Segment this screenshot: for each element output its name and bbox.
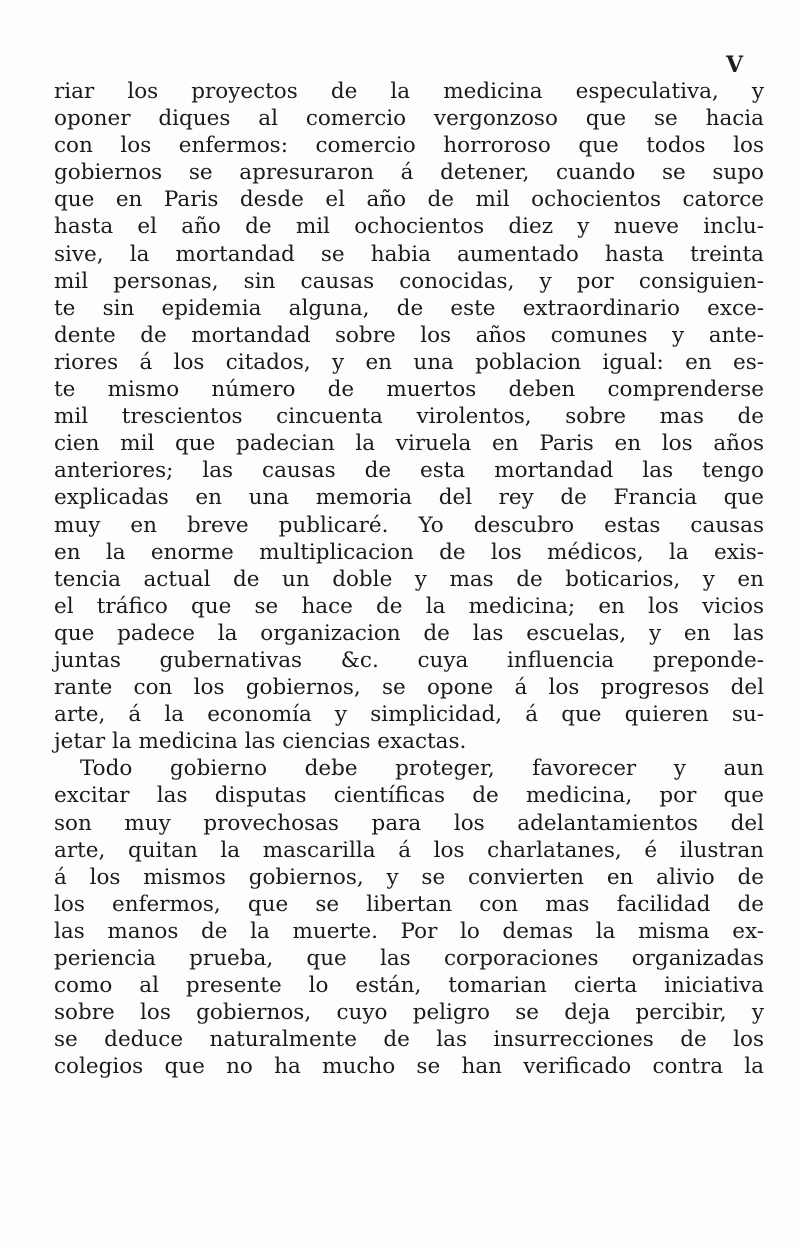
text-line: hasta el año de mil ochocientos diez y nueve inclu- [54, 214, 764, 240]
text-line: juntas gubernativas &c. cuya influencia preponde- [54, 647, 764, 673]
text-line: cien mil que padecian la viruela en Paris en los años [54, 431, 764, 457]
text-line: se deduce naturalmente de las insurrecciones de los [54, 1027, 764, 1053]
text-line: con los enfermos: comercio horroroso que todos los [54, 133, 764, 159]
text-line: sobre los gobiernos, cuyo peligro se deja percibir, y [54, 1000, 764, 1026]
text-line: son muy provechosas para los adelantamientos del [54, 810, 764, 836]
text-line: los enfermos, que se libertan con mas facilidad de [54, 891, 764, 917]
text-line: explicadas en una memoria del rey de Francia que [54, 485, 764, 511]
body-text [54, 78, 764, 1080]
text-line: tencia actual de un doble y mas de boticarios, y en [54, 566, 764, 592]
text-line: arte, á la economía y simplicidad, á que quieren su- [54, 702, 764, 728]
text-line: el tráfico que se hace de la medicina; en los vicios [54, 593, 764, 619]
text-line: que padece la organizacion de las escuelas, y en las [54, 620, 764, 646]
text-line: oponer diques al comercio vergonzoso que se hacia [54, 106, 764, 132]
text-line: excitar las disputas científicas de medicina, por que [54, 783, 764, 809]
text-line: te mismo número de muertos deben comprenderse [54, 377, 764, 403]
text-line: rante con los gobiernos, se opone á los progresos del [54, 675, 764, 701]
text-line: mil trescientos cincuenta virolentos, sobre mas de [54, 404, 764, 430]
text-line: arte, quitan la mascarilla á los charlatanes, é ilustran [54, 837, 764, 863]
text-line: riores á los citados, y en una poblacion igual: en es- [54, 349, 764, 375]
text-line: periencia prueba, que las corporaciones organizadas [54, 946, 764, 971]
text-line: mil personas, sin causas conocidas, y por consiguien- [54, 268, 764, 294]
text-line: como al presente lo están, tomarian cierta iniciativa [54, 973, 764, 999]
text-line: sive, la mortandad se habia aumentado hasta treinta [54, 241, 764, 267]
text-line: anteriores; las causas de esta mortandad las tengo [54, 458, 764, 484]
text-line: dente de mortandad sobre los años comunes y ante- [54, 322, 764, 348]
text-line: á los mismos gobiernos, y se convierten en alivio de [54, 864, 764, 890]
text-line: en la enorme multiplicacion de los médicos, la exis- [54, 539, 764, 565]
text-line: muy en breve publicaré. Yo descubro estas causas [54, 512, 764, 538]
text-line: te sin epidemia alguna, de este extraordinario exce- [54, 295, 764, 321]
text-line: colegios que no ha mucho se han verificado contra la [54, 1054, 764, 1080]
text-line: gobiernos se apresuraron á detener, cuando se supo [54, 160, 764, 186]
text-line: riar los proyectos de la medicina especulativa, y [54, 79, 764, 104]
paragraph-end-line: jetar la medicina las ciencias exactas. [54, 729, 467, 755]
signature-mark: V [726, 52, 744, 78]
text-line: que en Paris desde el año de mil ochocientos catorce [54, 187, 764, 213]
paragraph-start-line: Todo gobierno debe proteger, favorecer y aun [80, 756, 764, 782]
text-line: las manos de la muerte. Por lo demas la misma ex- [54, 918, 764, 944]
